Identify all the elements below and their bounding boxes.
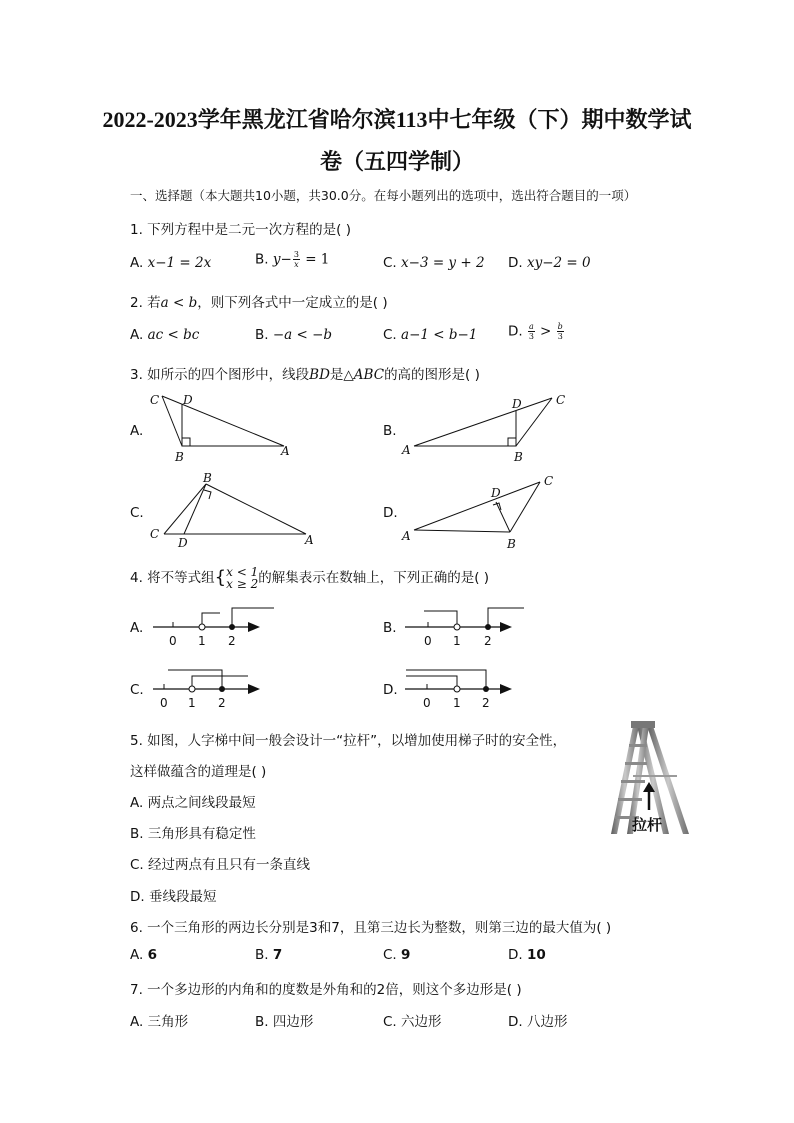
svg-text:A: A bbox=[305, 533, 314, 547]
svg-text:D: D bbox=[178, 536, 188, 550]
svg-text:D: D bbox=[512, 397, 522, 411]
svg-text:0: 0 bbox=[169, 634, 177, 648]
q5-option-d: D. 垂线段最短 bbox=[130, 889, 217, 905]
svg-text:1: 1 bbox=[453, 696, 461, 710]
svg-text:A: A bbox=[402, 529, 411, 543]
q3-figure-b bbox=[400, 388, 575, 463]
svg-text:2: 2 bbox=[218, 696, 226, 710]
q3-option-c-label: C. bbox=[130, 505, 144, 521]
page-title-line2: 卷（五四学制） bbox=[319, 149, 474, 174]
q1-option-a: A. x−1 = 2x bbox=[130, 255, 212, 271]
q3-figure-c bbox=[148, 470, 323, 550]
question-1-stem: 1. 下列方程中是二元一次方程的是( ) bbox=[130, 222, 351, 238]
q4-option-b-label: B. bbox=[383, 620, 397, 636]
svg-text:D: D bbox=[183, 393, 193, 407]
q7-option-b: B. 四边形 bbox=[255, 1014, 314, 1030]
q3-figure-a bbox=[148, 388, 298, 463]
q4-numberline-b bbox=[400, 602, 530, 650]
svg-text:1: 1 bbox=[198, 634, 206, 648]
q3-option-a-label: A. bbox=[130, 423, 144, 439]
ladder-image bbox=[603, 718, 693, 838]
q4-option-a-label: A. bbox=[130, 620, 144, 636]
q5-option-b: B. 三角形具有稳定性 bbox=[130, 826, 256, 842]
svg-text:1: 1 bbox=[188, 696, 196, 710]
q1-option-c: C. x−3 = y + 2 bbox=[383, 255, 485, 271]
q2-option-d: D. $\frac{a}{3}$ > $\frac{b}{3}$ bbox=[508, 322, 563, 341]
q5-option-c: C. 经过两点有且只有一条直线 bbox=[130, 857, 311, 873]
q4-numberline-d bbox=[400, 664, 530, 712]
q3-figure-d bbox=[400, 470, 575, 555]
q5-option-a: A. 两点之间线段最短 bbox=[130, 795, 256, 811]
q2-option-b: B. −a < −b bbox=[255, 327, 333, 343]
svg-text:D: D bbox=[491, 486, 501, 500]
question-6-stem: 6. 一个三角形的两边长分别是3和7，且第三边长为整数，则第三边的最大值为( ) bbox=[130, 920, 612, 936]
svg-text:A: A bbox=[281, 444, 290, 458]
svg-text:0: 0 bbox=[160, 696, 168, 710]
q2-option-a: A. ac < bc bbox=[130, 327, 200, 343]
q6-option-c: C. 9 bbox=[383, 947, 411, 963]
svg-text:C: C bbox=[556, 393, 566, 407]
svg-text:C: C bbox=[544, 474, 554, 488]
svg-text:B: B bbox=[203, 471, 212, 485]
q7-option-c: C. 六边形 bbox=[383, 1014, 442, 1030]
q7-option-a: A. 三角形 bbox=[130, 1014, 189, 1030]
question-5-line1: 5. 如图，人字梯中间一般会设计一“拉杆”，以增加使用梯子时的安全性， bbox=[130, 733, 567, 749]
svg-text:0: 0 bbox=[423, 696, 431, 710]
q1-option-b: B. y− $\frac{3}{x}$ = 1 bbox=[255, 250, 330, 269]
q7-option-d: D. 八边形 bbox=[508, 1014, 568, 1030]
svg-text:2: 2 bbox=[228, 634, 236, 648]
svg-text:2: 2 bbox=[482, 696, 490, 710]
svg-text:A: A bbox=[402, 443, 411, 457]
question-4-stem: 4. 将不等式组{ x < 1 x ≥ 2 的解集表示在数轴上，下列正确的是( ) bbox=[130, 565, 490, 591]
question-3-stem: 3. 如所示的四个图形中，线段BD是△ABC的高的图形是( ) bbox=[130, 367, 480, 383]
question-7-stem: 7. 一个多边形的内角和的度数是外角和的2倍，则这个多边形是( ) bbox=[130, 982, 522, 998]
q2-option-c: C. a−1 < b−1 bbox=[383, 327, 478, 343]
svg-text:2: 2 bbox=[484, 634, 492, 648]
svg-text:0: 0 bbox=[424, 634, 432, 648]
svg-text:C: C bbox=[150, 393, 160, 407]
svg-text:B: B bbox=[507, 537, 516, 551]
question-2-stem: 2. 若a < b，则下列各式中一定成立的是( ) bbox=[130, 295, 388, 311]
q6-option-a: A. 6 bbox=[130, 947, 157, 963]
page-title-line1: 2022-2023学年黑龙江省哈尔滨113中七年级（下）期中数学试 bbox=[102, 107, 692, 132]
q4-option-c-label: C. bbox=[130, 682, 144, 698]
svg-text:1: 1 bbox=[453, 634, 461, 648]
q1-option-d: D. xy−2 = 0 bbox=[508, 255, 591, 271]
q3-option-d-label: D. bbox=[383, 505, 398, 521]
q4-numberline-c bbox=[148, 664, 278, 712]
ladder-label: 拉杆 bbox=[632, 816, 663, 834]
question-5-line2: 这样做蕴含的道理是( ) bbox=[130, 764, 267, 780]
q3-option-b-label: B. bbox=[383, 423, 397, 439]
q4-numberline-a bbox=[148, 602, 278, 650]
section-heading: 一、选择题（本大题共10小题，共30.0分。在每小题列出的选项中，选出符合题目的一项） bbox=[130, 188, 637, 203]
q4-option-d-label: D. bbox=[383, 682, 398, 698]
svg-text:B: B bbox=[175, 450, 184, 463]
q6-option-d: D. 10 bbox=[508, 947, 546, 963]
svg-text:C: C bbox=[150, 527, 160, 541]
svg-text:B: B bbox=[514, 450, 523, 463]
q6-option-b: B. 7 bbox=[255, 947, 283, 963]
